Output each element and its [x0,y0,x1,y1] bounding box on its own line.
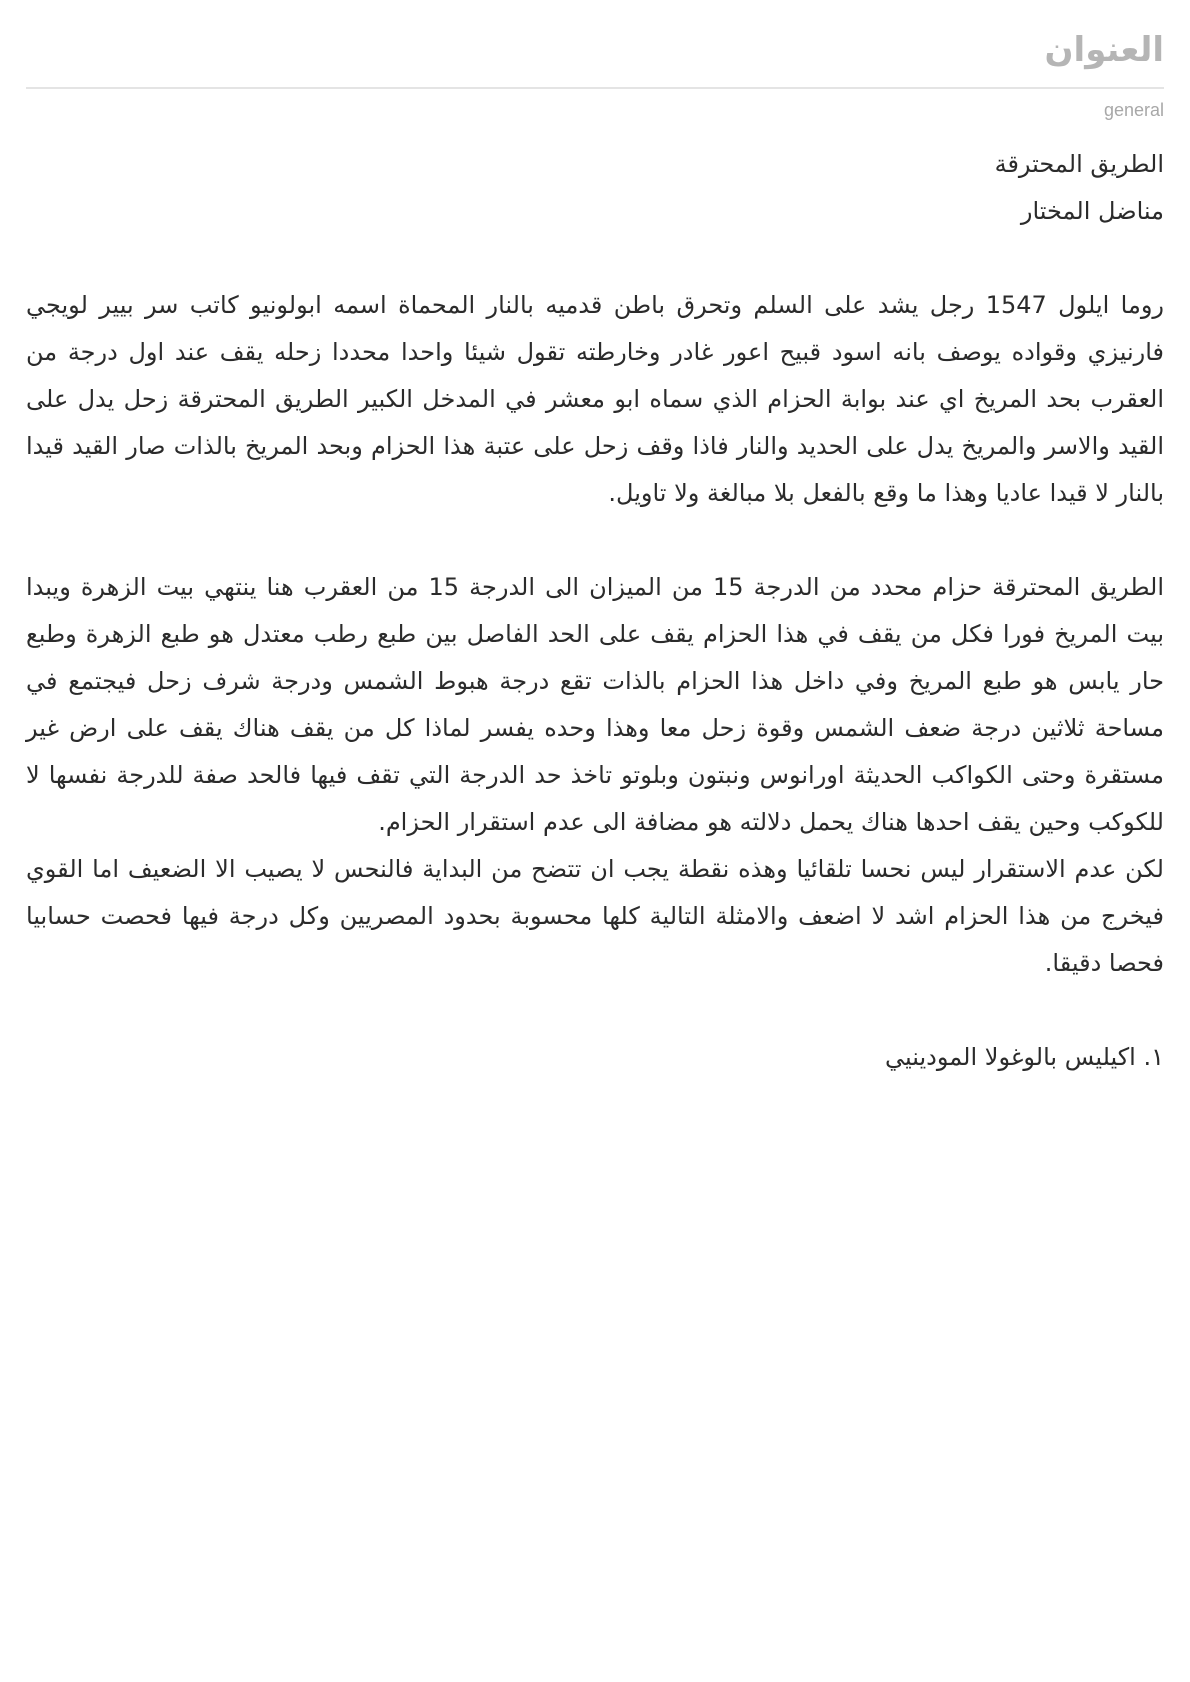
category-label: general [1103,100,1164,120]
article-author: مناضل المختار [1020,197,1164,225]
spacer [26,987,1164,1034]
article-heading: الطريق المحترقة [994,150,1164,178]
spacer [26,235,1164,282]
list-item: ١. اكيليس بالوغولا المودينيي [885,1043,1164,1071]
spacer [26,517,1164,564]
document-page [26,0,1164,1682]
document-body [26,141,1164,1081]
document-title: العنوان [1044,30,1164,70]
paragraph-1: روما ايلول 1547 رجل يشد على السلم وتحرق باطن قدميه بالنار المحماة اسمه ابولونيو كاتب سر بيير لويجي فارنيزي وقواده يوصف بانه اسود قبيح اعور غادر وخارطته تقول شيئا واحدا محددا زحله يقف عند اول درجة من العقرب بحد المريخ اي عند بوابة الحزام الذي سماه ابو معشر في المدخل الكبير الطريق المحترقة زحل يدل على القيد والاسر والمريخ يدل على الحديد والنار فاذا وقف زحل على عتبة هذا الحزام وبحد المريخ بالذات صار القيد قيدا بالنار لا قيدا عاديا وهذا ما وقع بالفعل بلا مبالغة ولا تاويل. [26,291,1165,507]
title-divider [26,87,1164,89]
paragraph-3: لكن عدم الاستقرار ليس نحسا تلقائيا وهذه نقطة يجب ان تتضح من البداية فالنحس لا يصيب الا الضعيف اما القوي فيخرج من هذا الحزام اشد لا اضعف والامثلة التالية كلها محسوبة بحدود المصريين وكل درجة فيها فحصت حسابيا فحصا دقيقا. [26,855,1164,977]
paragraph-2: الطريق المحترقة حزام محدد من الدرجة 15 من الميزان الى الدرجة 15 من العقرب هنا ينتهي بيت الزهرة ويبدا بيت المريخ فورا فكل من يقف في هذا الحزام يقف على الحد الفاصل بين طبع رطب معتدل هو طبع الزهرة وطبع حار يابس هو طبع المريخ وفي داخل هذا الحزام بالذات تقع درجة هبوط الشمس ودرجة شرف زحل فيجتمع في مساحة ثلاثين درجة ضعف الشمس وقوة زحل معا وهذا وحده يفسر لماذا كل من يقف هناك يقف على ارض غير مستقرة وحتى الكواكب الحديثة اورانوس ونبتون وبلوتو تاخذ حد الدرجة التي تقف فيها فالحد صفة للدرجة نفسها لا للكوكب وحين يقف احدها هناك يحمل دلالته هو مضافة الى عدم استقرار الحزام. [26,573,1164,836]
